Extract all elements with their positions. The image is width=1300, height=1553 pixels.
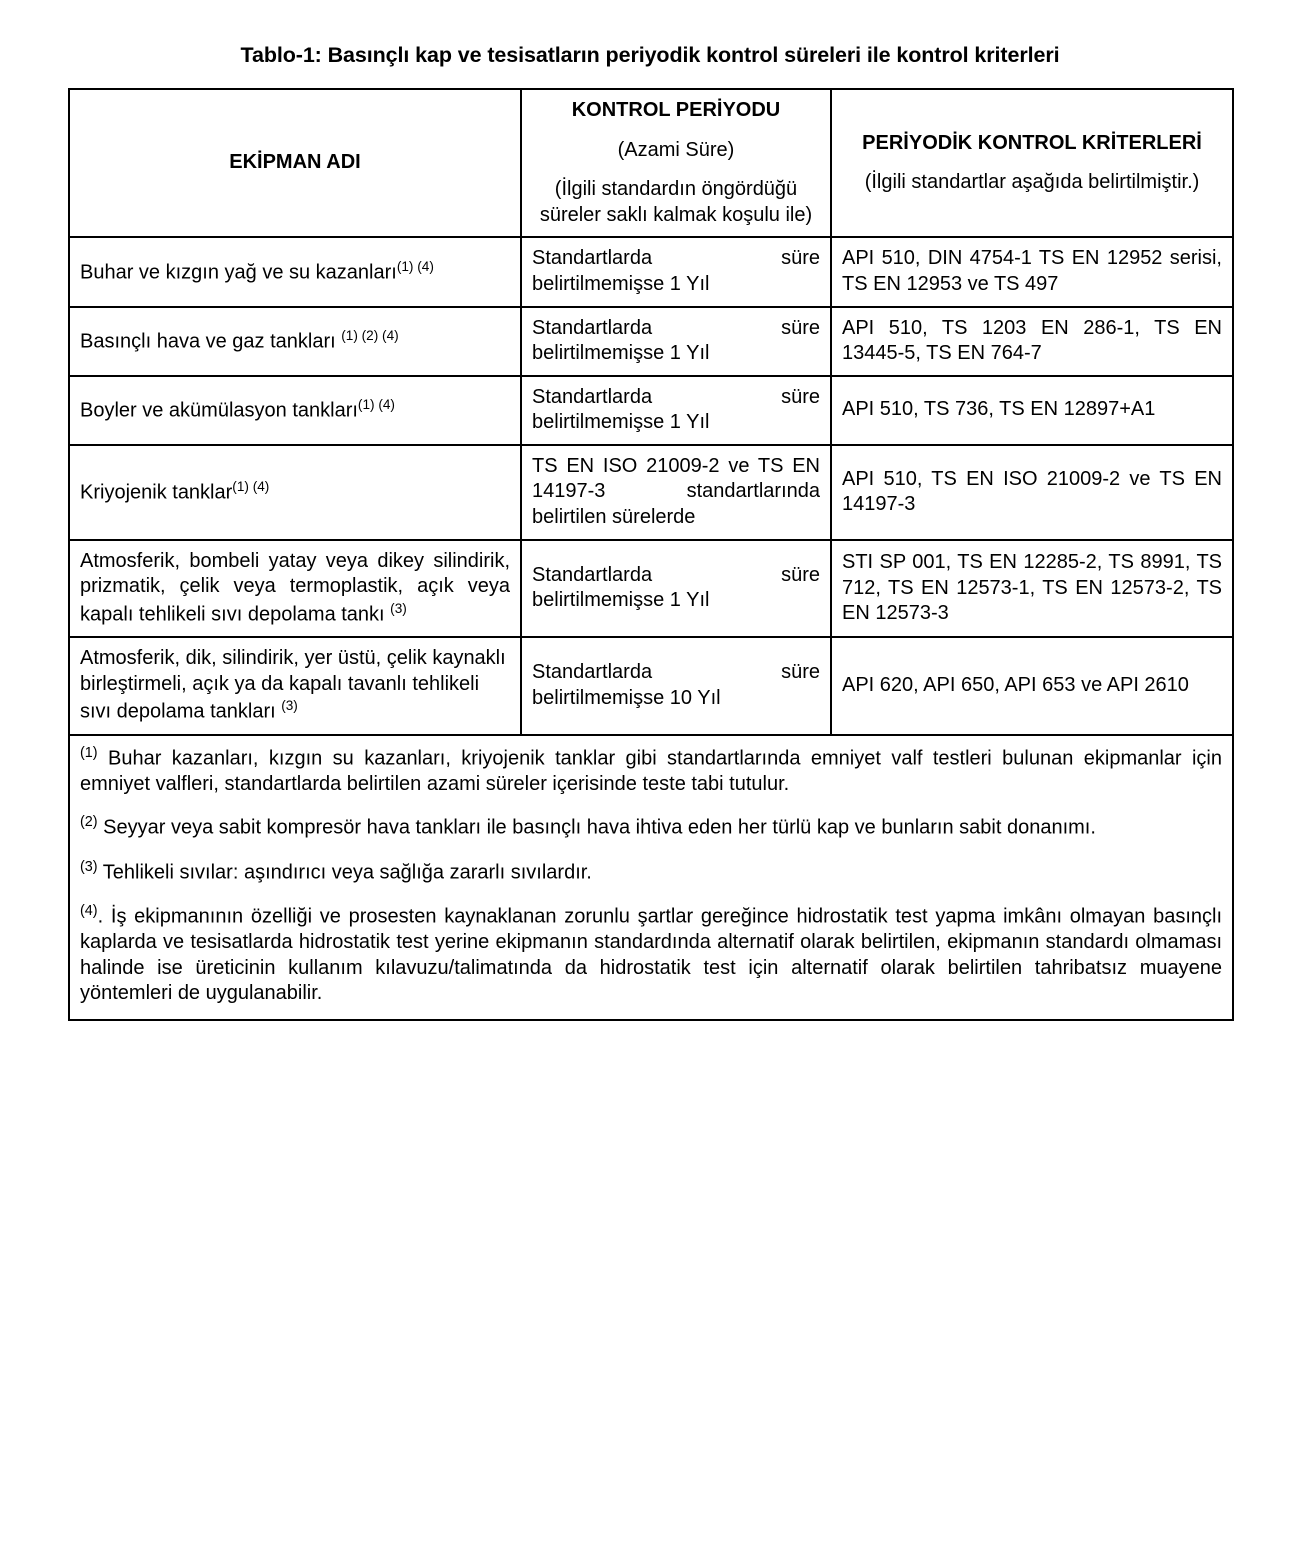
footnote-3-mark: (3) <box>80 858 98 875</box>
cell-criteria: API 510, TS 1203 EN 286-1, TS EN 13445-5, TS EN 764-7 <box>831 307 1233 376</box>
footnotes-cell <box>69 735 1233 1020</box>
table-footnotes-row <box>69 735 1233 1020</box>
table-row <box>69 637 1233 734</box>
cell-period: Standartlarda süre belirtilmemişse 10 Yıl <box>521 637 831 734</box>
equipment-name: Boyler ve akümülasyon tankları <box>80 399 358 422</box>
cell-equipment <box>69 637 521 734</box>
footnote-4 <box>80 902 1222 1007</box>
column-header-period <box>521 89 831 237</box>
cell-equipment <box>69 307 521 376</box>
period-header-sub1: (Azami Süre) <box>617 138 735 161</box>
equipment-footnote-marks: (3) <box>281 698 298 714</box>
equipment-name: Basınçlı hava ve gaz tankları <box>80 330 336 353</box>
table-row <box>69 445 1233 540</box>
period-header-sub2: (İlgili standardın öngördüğü süreler saklı kalmak koşulu ile) <box>539 178 813 226</box>
footnote-4-mark: (4) <box>80 902 98 919</box>
equipment-footnote-marks: (3) <box>390 600 407 616</box>
footnote-2-mark: (2) <box>80 814 98 831</box>
cell-criteria: API 510, TS EN ISO 21009-2 ve TS EN 14197-3 <box>831 445 1233 540</box>
cell-period: Standartlarda süre belirtilmemişse 1 Yıl <box>521 376 831 445</box>
cell-criteria: STI SP 001, TS EN 12285-2, TS 8991, TS 712, TS EN 12573-1, TS EN 12573-2, TS EN 12573-3 <box>831 540 1233 637</box>
table-row <box>69 307 1233 376</box>
period-header-title: KONTROL PERİYODU <box>571 98 781 121</box>
equipment-footnote-marks: (1) (2) (4) <box>341 327 399 343</box>
equipment-footnote-marks: (1) (4) <box>232 479 270 495</box>
table-row <box>69 237 1233 306</box>
footnote-3 <box>80 858 1222 886</box>
cell-period: Standartlarda süre belirtilmemişse 1 Yıl <box>521 237 831 306</box>
cell-criteria: API 620, API 650, API 653 ve API 2610 <box>831 637 1233 734</box>
footnote-3-text: Tehlikeli sıvılar: aşındırıcı veya sağlığa zararlı sıvılardır. <box>97 861 592 884</box>
cell-criteria: API 510, DIN 4754-1 TS EN 12952 serisi, TS EN 12953 ve TS 497 <box>831 237 1233 306</box>
table-header-row <box>69 89 1233 237</box>
page-title: Tablo-1: Basınçlı kap ve tesisatların periyodik kontrol süreleri ile kontrol kriterleri <box>240 43 1060 67</box>
cell-period: Standartlarda süre belirtilmemişse 1 Yıl <box>521 307 831 376</box>
equipment-footnote-marks: (1) (4) <box>396 258 434 274</box>
cell-criteria: API 510, TS 736, TS EN 12897+A1 <box>831 376 1233 445</box>
column-header-criteria <box>831 89 1233 237</box>
footnote-1 <box>80 744 1222 798</box>
equipment-name: Kriyojenik tanklar <box>80 481 233 504</box>
footnote-4-text: . İş ekipmanının özelliği ve prosesten kaynaklanan zorunlu şartlar gereğince hidrostatik test yapma imkânı olmayan basınçlı kaplarda ve tesisatlarda hidrostatik test yerine ekipmanın standardında alternatif olarak belirtilen, ekipmanın standardı olmaması halinde ise üreticinin kullanım kılavuzu/talimatında da hidrostatik test için alternatif olarak belirtilen tahribatsız muayene yöntemleri de uygulanabilir. <box>80 905 1222 1005</box>
equipment-name: Atmosferik, dik, silindirik, yer üstü, çelik kaynaklı birleştirmeli, açık ya da kapalı tavanlı tehlikeli sıvı depolama tankları <box>80 647 506 723</box>
table-row <box>69 540 1233 637</box>
equipment-name: Buhar ve kızgın yağ ve su kazanları <box>80 261 397 284</box>
cell-period: TS EN ISO 21009-2 ve TS EN 14197-3 standartlarında belirtilen sürelerde <box>521 445 831 540</box>
column-header-equipment: EKİPMAN ADI <box>69 89 521 237</box>
footnote-1-text: Buhar kazanları, kızgın su kazanları, kriyojenik tanklar gibi standartlarında emniyet valf testleri bulunan ekipmanlar için emniyet valfleri, standartlarda belirtilen azami süreler içerisinde teste tabi tutulur. <box>80 747 1222 795</box>
cell-equipment <box>69 376 521 445</box>
periodic-control-table <box>68 88 1234 1021</box>
cell-equipment <box>69 237 521 306</box>
cell-equipment <box>69 540 521 637</box>
equipment-name: Atmosferik, bombeli yatay veya dikey silindirik, prizmatik, çelik veya termoplastik, açık veya kapalı tehlikeli sıvı depolama tankı <box>80 549 510 626</box>
footnote-2 <box>80 813 1222 841</box>
footnote-2-text: Seyyar veya sabit kompresör hava tankları ile basınçlı hava ihtiva eden her türlü kap ve bunların sabit donanımı. <box>97 817 1096 840</box>
footnote-1-mark: (1) <box>80 744 98 761</box>
table-header <box>69 89 1233 237</box>
cell-equipment <box>69 445 521 540</box>
criteria-header-sub: (İlgili standartlar aşağıda belirtilmiştir.) <box>864 171 1200 194</box>
table-row <box>69 376 1233 445</box>
criteria-header-title: PERİYODİK KONTROL KRİTERLERİ <box>862 131 1202 154</box>
cell-period: Standartlarda süre belirtilmemişse 1 Yıl <box>521 540 831 637</box>
table-body <box>69 237 1233 1020</box>
equipment-footnote-marks: (1) (4) <box>357 397 395 413</box>
